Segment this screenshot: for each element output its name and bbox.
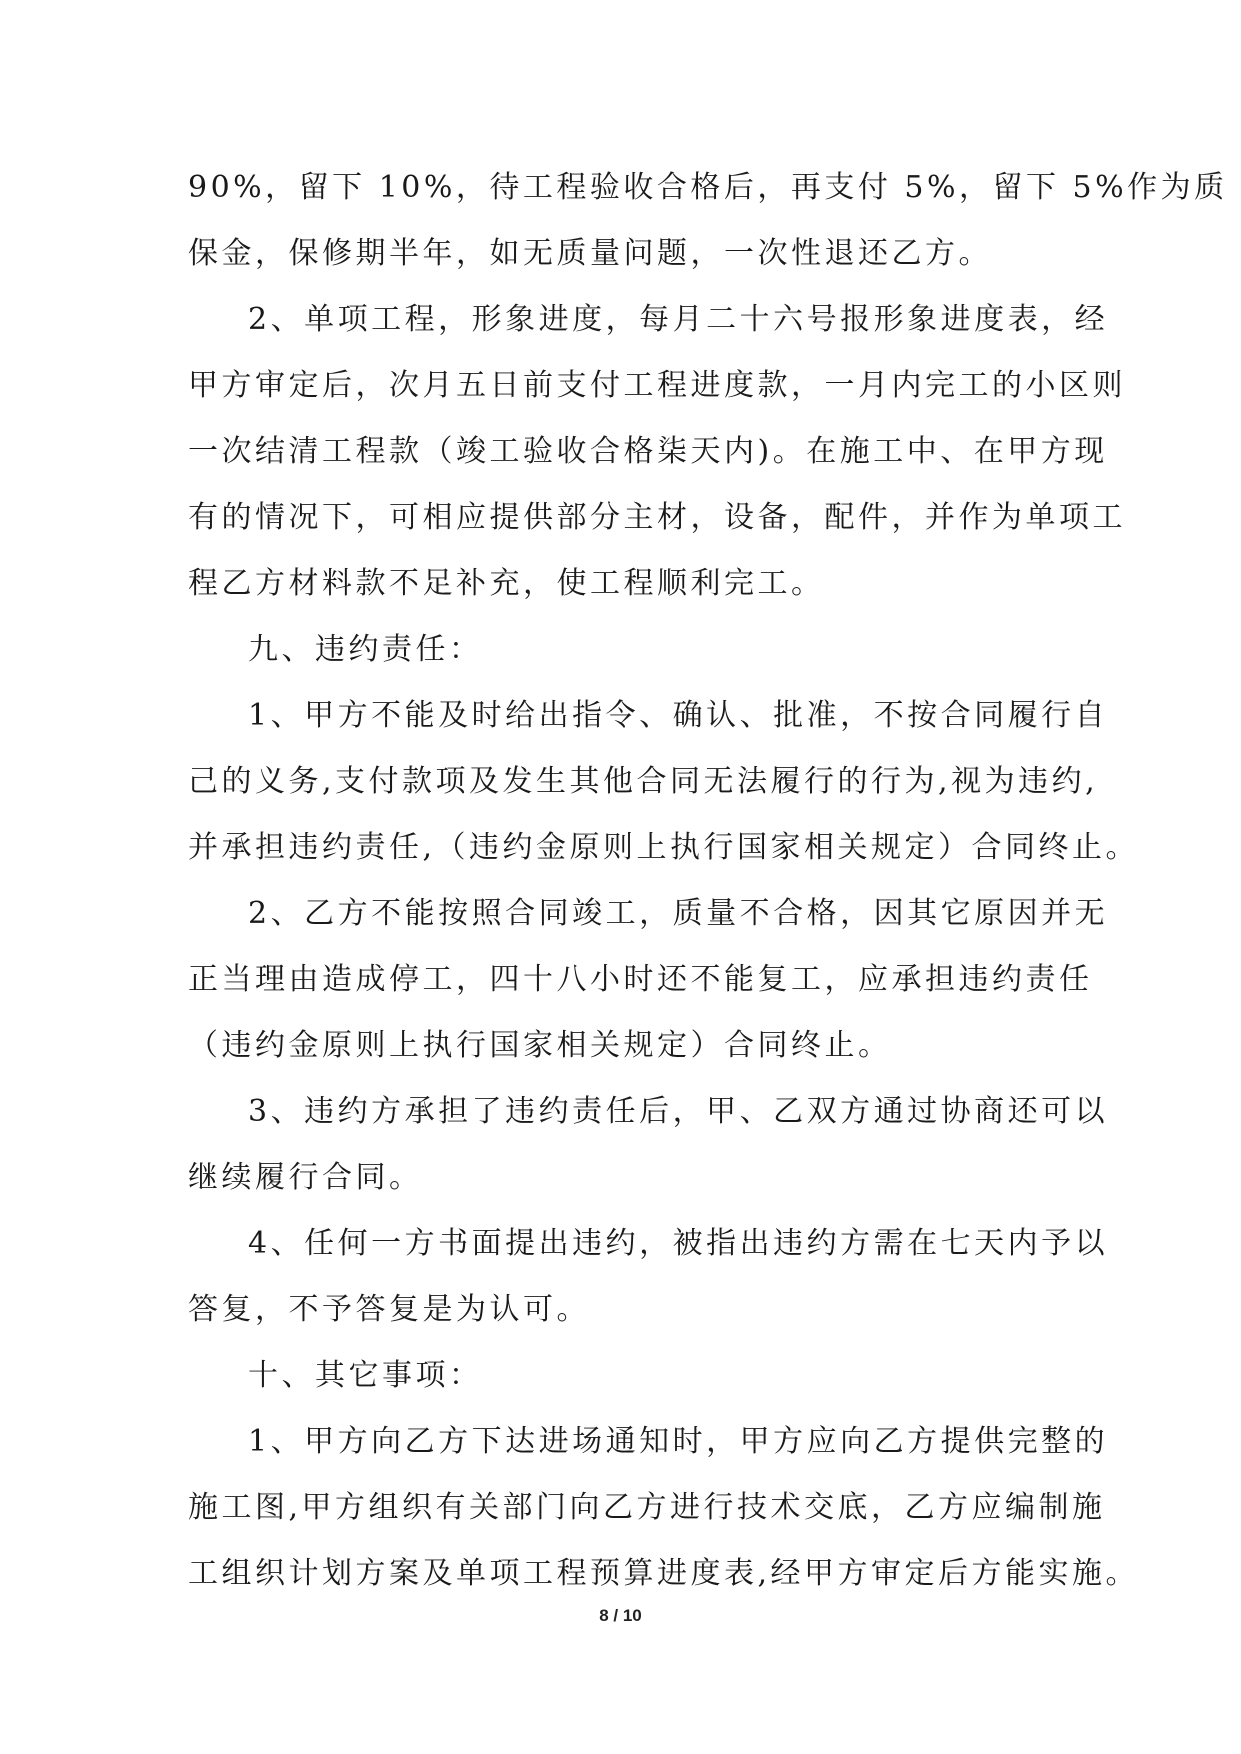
text-line: 正当理由造成停工，四十八小时还不能复工，应承担违约责任 — [188, 962, 1093, 997]
text-line: 答复，不予答复是为认可。 — [188, 1292, 590, 1327]
text-line: 程乙方材料款不足补充，使工程顺利完工。 — [188, 566, 825, 601]
document-body — [188, 155, 1228, 1607]
text-line: 90%，留下 10%，待工程验收合格后，再支付 5%，留下 5%作为质 — [188, 170, 1228, 205]
text-line: 一次结清工程款（竣工验收合格柒天内)。在施工中、在甲方现 — [188, 434, 1108, 469]
text-line: 并承担违约责任,（违约金原则上执行国家相关规定）合同终止。 — [188, 830, 1140, 865]
text-line: 有的情况下，可相应提供部分主材，设备，配件，并作为单项工 — [188, 500, 1126, 535]
text-line: 2、单项工程，形象进度，每月二十六号报形象进度表，经 — [248, 302, 1109, 337]
text-line: 3、违约方承担了违约责任后，甲、乙双方通过协商还可以 — [248, 1094, 1109, 1129]
text-line: 1、甲方向乙方下达进场通知时，甲方应向乙方提供完整的 — [248, 1424, 1109, 1459]
page-number: 8 / 10 — [599, 1606, 642, 1625]
text-line: 保金，保修期半年，如无质量问题，一次性退还乙方。 — [188, 236, 992, 271]
text-line: 4、任何一方书面提出违约，被指出违约方需在七天内予以 — [248, 1226, 1109, 1261]
text-line: 2、乙方不能按照合同竣工，质量不合格，因其它原因并无 — [248, 896, 1109, 931]
text-line: 甲方审定后，次月五日前支付工程进度款，一月内完工的小区则 — [188, 368, 1126, 403]
text-line: 施工图,甲方组织有关部门向乙方进行技术交底，乙方应编制施 — [188, 1490, 1106, 1525]
text-line: （违约金原则上执行国家相关规定）合同终止。 — [188, 1028, 892, 1063]
text-line: 工组织计划方案及单项工程预算进度表,经甲方审定后方能实施。 — [188, 1556, 1140, 1591]
section-heading: 十、其它事项： — [248, 1358, 483, 1393]
text-line: 己的义务,支付款项及发生其他合同无法履行的行为,视为违约, — [188, 764, 1099, 799]
text-line: 1、甲方不能及时给出指令、确认、批准，不按合同履行自 — [248, 698, 1109, 733]
text-line: 继续履行合同。 — [188, 1160, 423, 1195]
section-heading: 九、违约责任： — [248, 632, 483, 667]
